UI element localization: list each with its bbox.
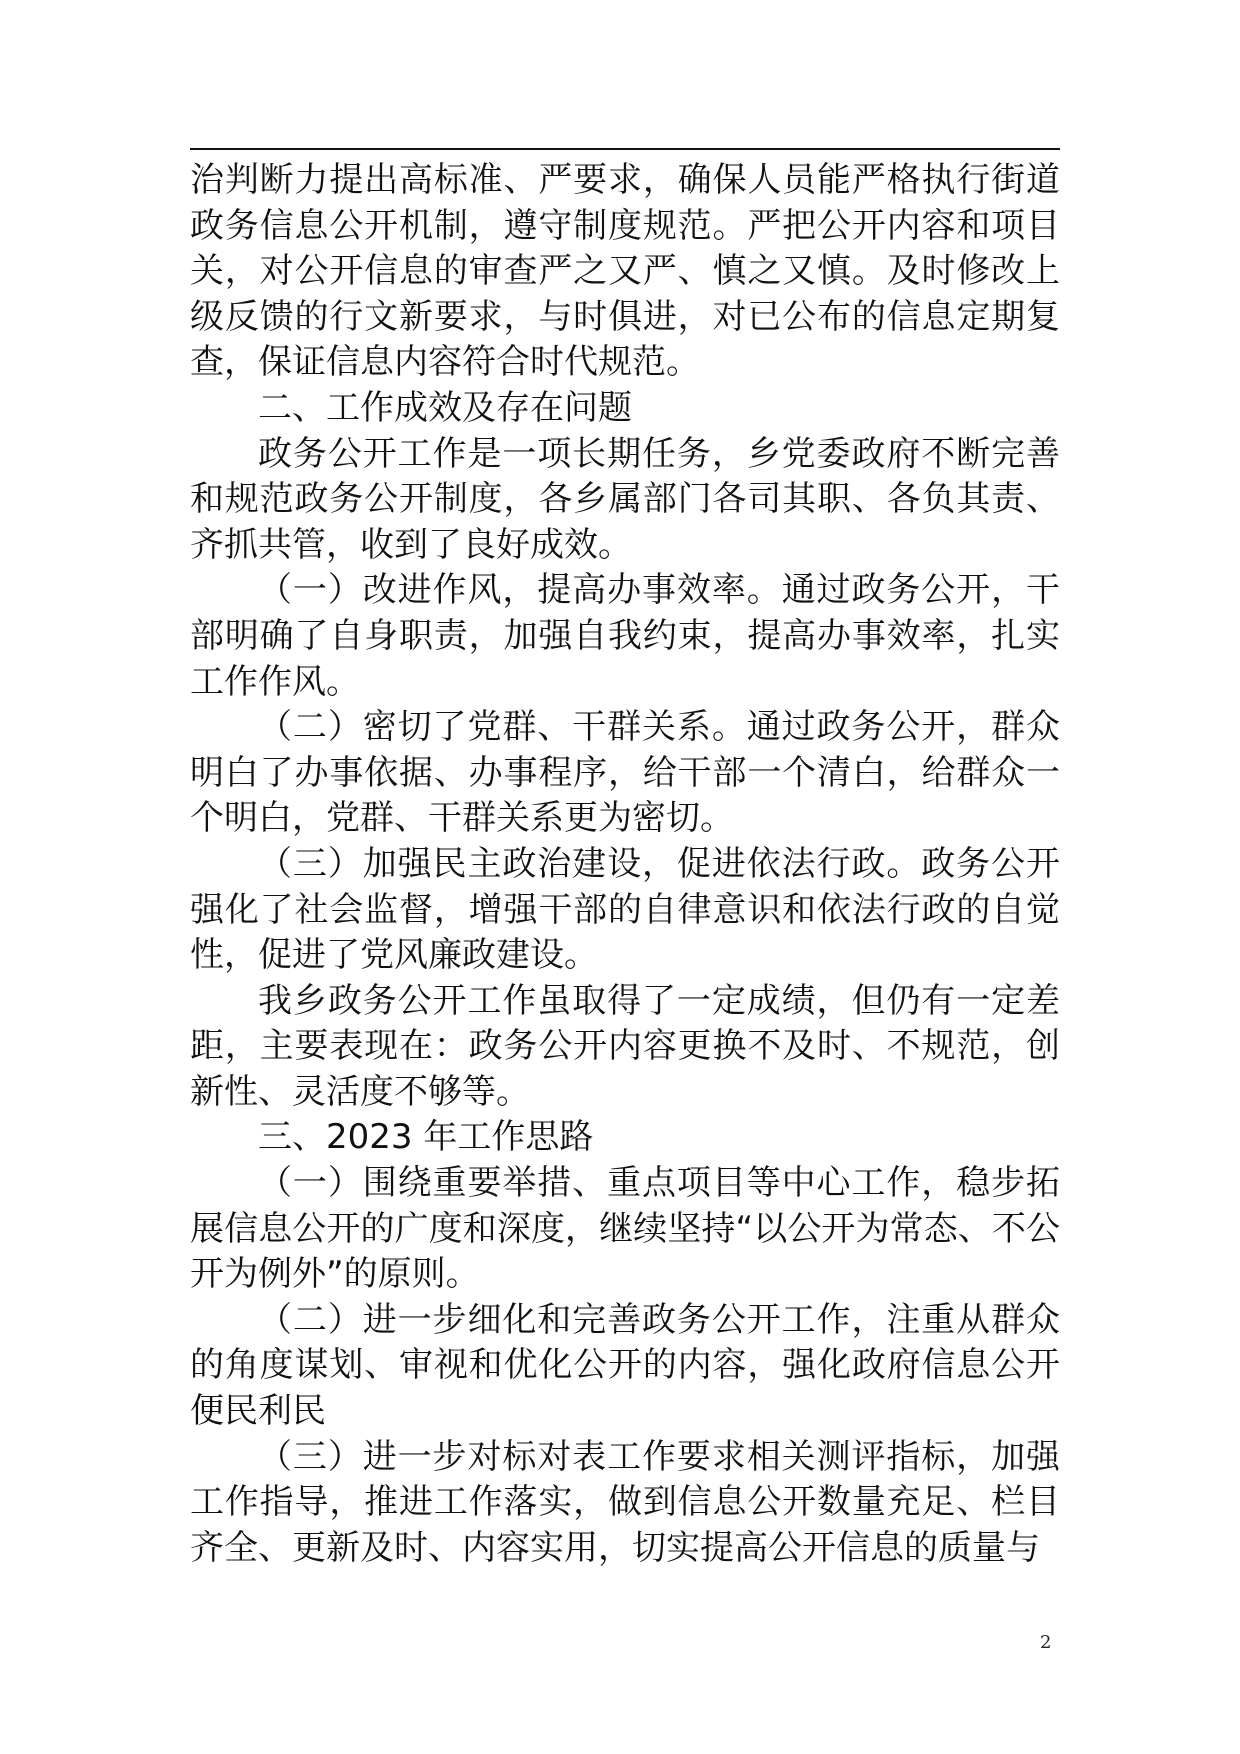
paragraph-problems: 我乡政务公开工作虽取得了一定成绩，但仍有一定差距，主要表现在：政务公开内容更换不及时、不规范，创新性、灵活度不够等。 bbox=[190, 980, 1060, 1112]
page-number: 2 bbox=[1040, 1632, 1052, 1653]
paragraph-intro: 政务公开工作是一项长期任务，乡党委政府不断完善和规范政务公开制度，各乡属部门各司其职、各负其责、齐抓共管，收到了良好成效。 bbox=[190, 433, 1060, 565]
paragraph-item-1: （一）改进作风，提高办事效率。通过政务公开，干部明确了自身职责，加强自我约束，提高办事效率，扎实工作作风。 bbox=[190, 570, 1060, 702]
header-rule bbox=[190, 148, 1060, 150]
paragraph-plan-3: （三）进一步对标对表工作要求相关测评指标，加强工作指导，推进工作落实，做到信息公开数量充足、栏目齐全、更新及时、内容实用，切实提高公开信息的质量与 bbox=[190, 1436, 1060, 1568]
paragraph-continuation: 治判断力提出高标准、严要求，确保人员能严格执行街道政务信息公开机制，遵守制度规范。严把公开内容和项目关，对公开信息的审查严之又严、慎之又慎。及时修改上级反馈的行文新要求，与时俱进，对已公布的信息定期复查，保证信息内容符合时代规范。 bbox=[190, 160, 1060, 383]
paragraph-item-2: （二）密切了党群、干群关系。通过政务公开，群众明白了办事依据、办事程序，给干部一个清白，给群众一个明白，党群、干群关系更为密切。 bbox=[190, 707, 1060, 839]
paragraph-item-3: （三）加强民主政治建设，促进依法行政。政务公开强化了社会监督，增强干部的自律意识和依法行政的自觉性，促进了党风廉政建设。 bbox=[190, 843, 1060, 976]
paragraph-plan-1: （一）围绕重要举措、重点项目等中心工作，稳步拓展信息公开的广度和深度，继续坚持“以公开为常态、不公开为例外”的原则。 bbox=[190, 1163, 1060, 1295]
paragraph-plan-2: （二）进一步细化和完善政务公开工作，注重从群众的角度谋划、审视和优化公开的内容，强化政府信息公开便民利民 bbox=[190, 1299, 1060, 1432]
section-heading-plan: 三、2023 年工作思路 bbox=[258, 1117, 594, 1158]
section-heading-achievements: 二、工作成效及存在问题 bbox=[258, 387, 632, 428]
document-body bbox=[190, 158, 1060, 1571]
